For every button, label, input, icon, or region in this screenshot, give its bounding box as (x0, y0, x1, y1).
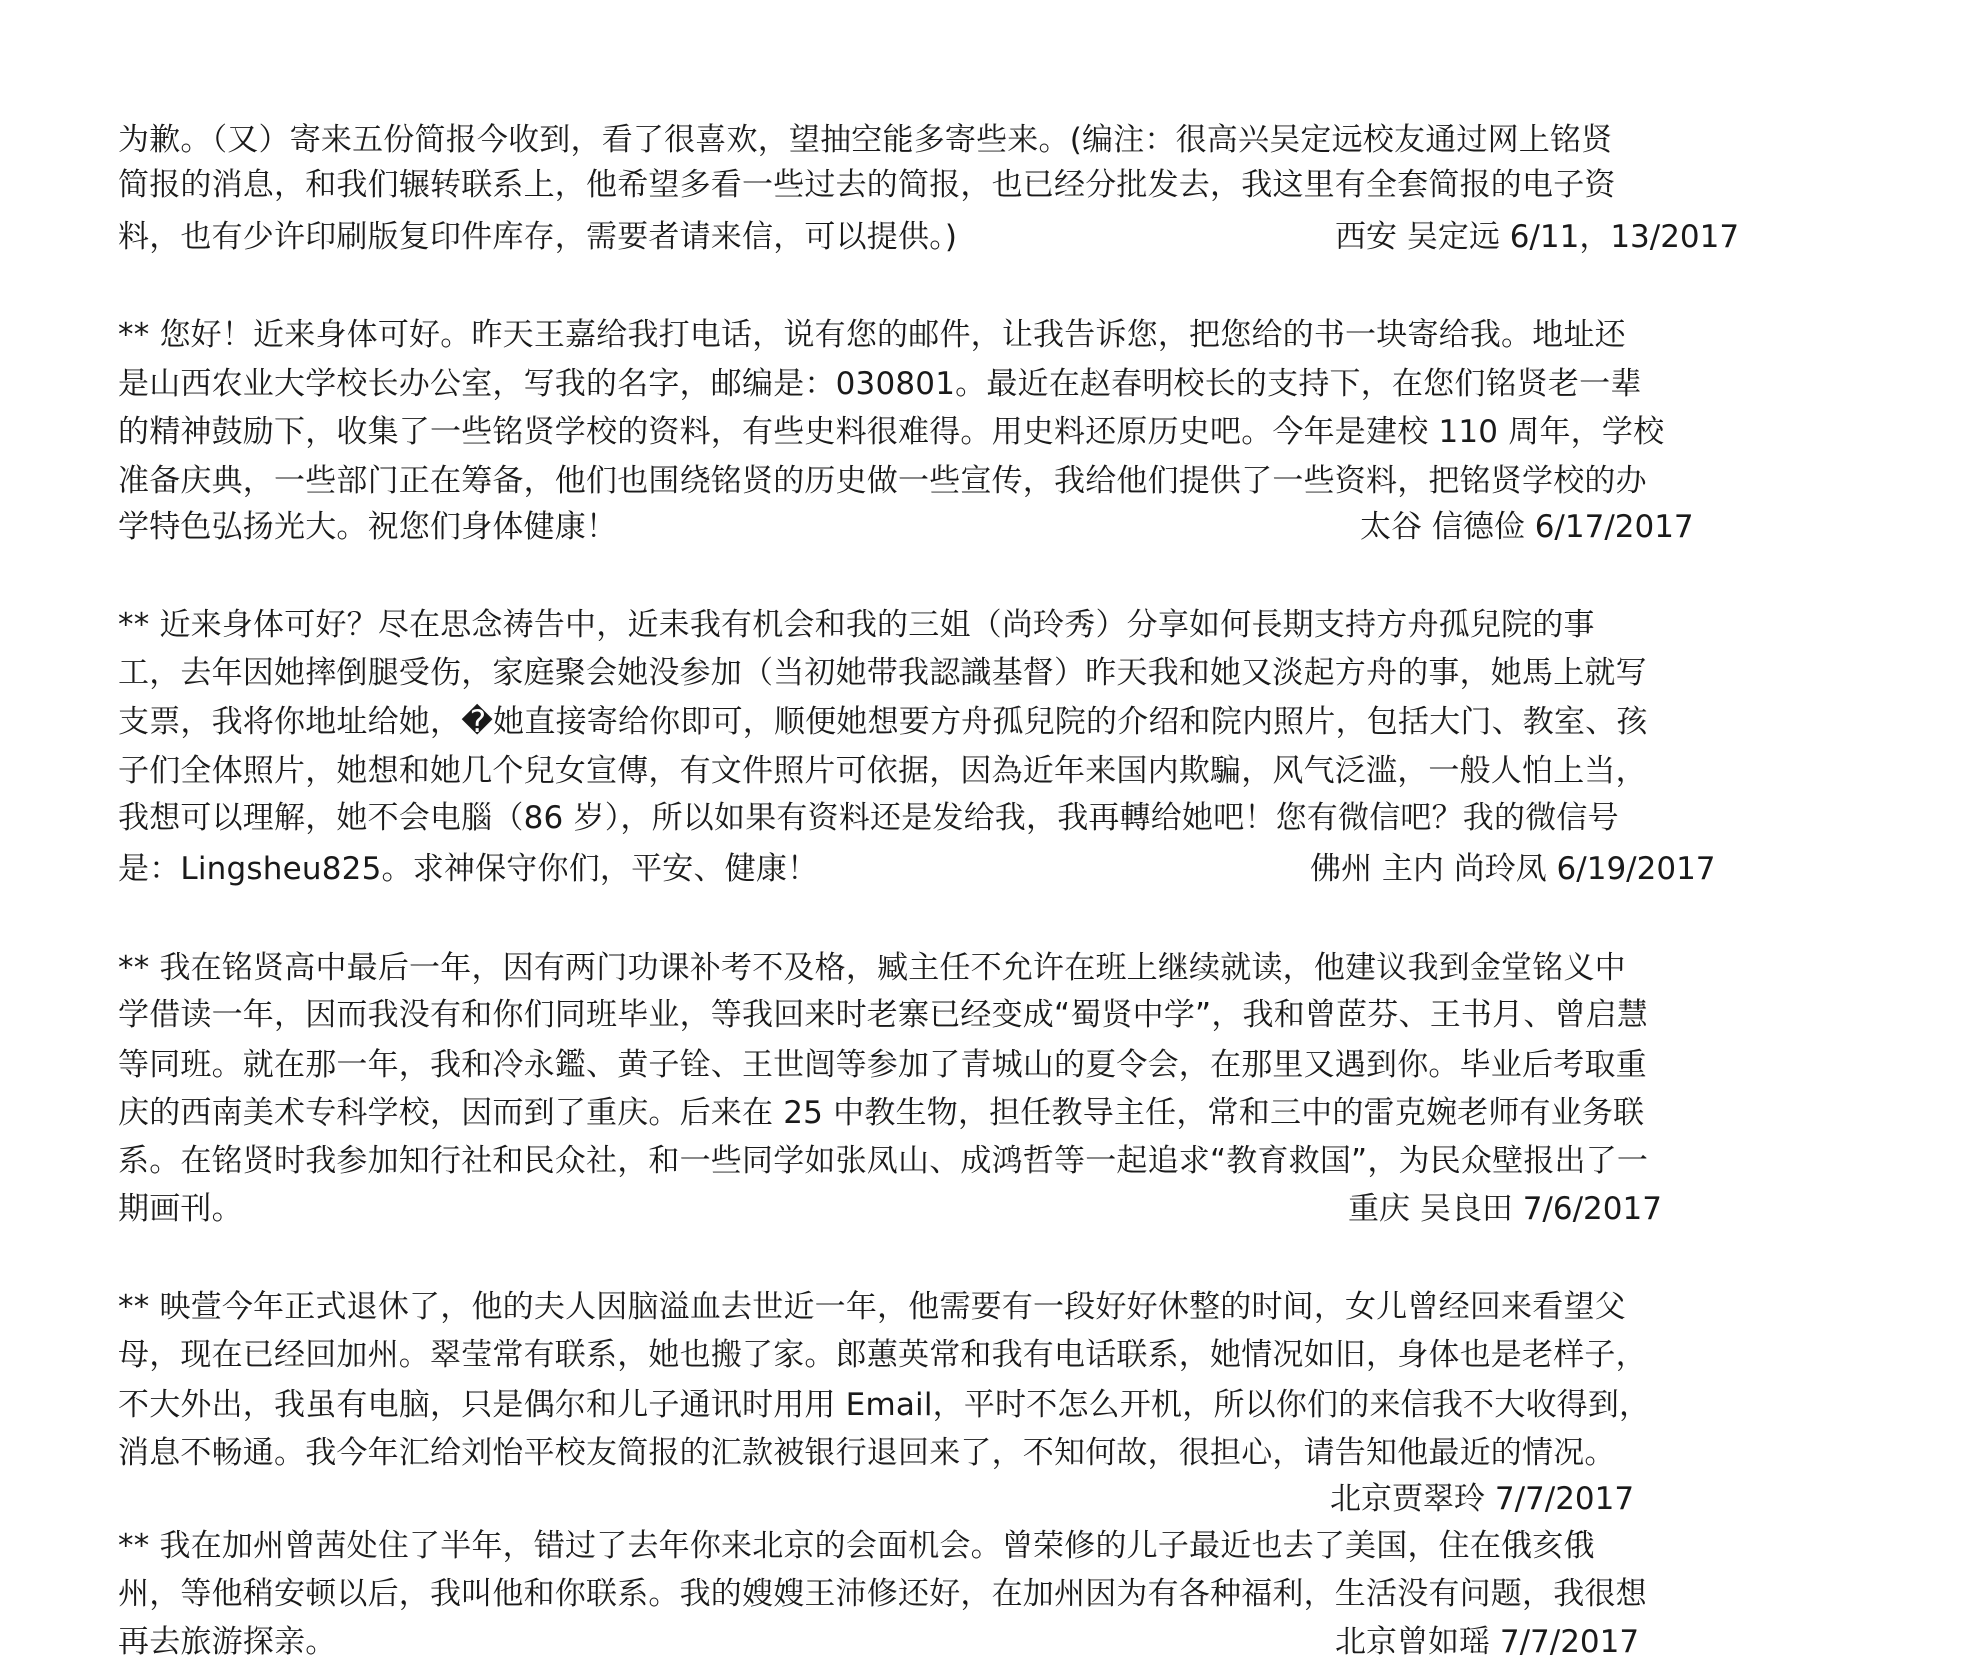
signature: 北京贾翠玲 7/7/2017 (1330, 1481, 1635, 1517)
text-line: 为歉。（又）寄来五份简报今收到，看了很喜欢，望抽空能多寄些来。(编注：很高兴吴定远校友通过网上铭贤 (118, 122, 1613, 158)
text-line: 是山西农业大学校长办公室，写我的名字，邮编是：030801。最近在赵春明校长的支持下，在您们铭贤老一辈 (118, 366, 1642, 402)
signature: 佛州 主内 尚玲凤 6/19/2017 (1310, 851, 1716, 887)
text-line: 不大外出，我虽有电脑，只是偶尔和儿子通讯时用用 Email，平时不怎么开机，所以你们的来信我不大收得到， (118, 1387, 1651, 1423)
text-line: 学特色弘扬光大。祝您们身体健康！ (118, 509, 618, 545)
text-line: 庆的西南美术专科学校，因而到了重庆。后来在 25 中教生物，担任教导主任，常和三中的雷克婉老师有业务联 (118, 1095, 1645, 1131)
text-line: 消息不畅通。我今年汇给刘怡平校友简报的汇款被银行退回来了，不知何故，很担心，请告知他最近的情况。 (118, 1435, 1616, 1471)
text-line: 期画刊。 (118, 1191, 243, 1227)
text-line: 子们全体照片，她想和她几个兒女宣傳，有文件照片可依据，因為近年来国内欺騙，风气泛滥，一般人怕上当， (118, 753, 1647, 789)
text-line: 简报的消息，和我们辗转联系上，他希望多看一些过去的简报，也已经分批发去，我这里有全套简报的电子资 (118, 167, 1616, 203)
text-line: 系。在铭贤时我参加知行社和民众社，和一些同学如张凤山、成鸿哲等一起追求“教育救国”，为民众壁报出了一 (118, 1143, 1649, 1179)
text-line: 州，等他稍安顿以后，我叫他和你联系。我的嫂嫂王沛修还好，在加州因为有各种福利，生活没有问题，我很想 (118, 1576, 1647, 1612)
signature: 重庆 吴良田 7/6/2017 (1348, 1191, 1662, 1227)
text-line: 料，也有少许印刷版复印件库存，需要者请来信，可以提供。) (118, 219, 958, 255)
text-line: 准备庆典，一些部门正在筹备，他们也围绕铭贤的历史做一些宣传，我给他们提供了一些资料，把铭贤学校的办 (118, 463, 1647, 499)
text-line: ** 您好！近来身体可好。昨天王嘉给我打电话，说有您的邮件，让我告诉您，把您给的书一块寄给我。地址还 (118, 317, 1626, 353)
text-line: 母，现在已经回加州。翠莹常有联系，她也搬了家。郎蕙英常和我有电话联系，她情况如旧，身体也是老样子， (118, 1337, 1647, 1373)
text-line: 是：Lingsheu825。求神保守你们，平安、健康！ (118, 851, 819, 887)
text-line: ** 我在铭贤高中最后一年，因有两门功课补考不及格，臧主任不允许在班上继续就读，他建议我到金堂铭义中 (118, 950, 1626, 986)
text-line: 我想可以理解，她不会电腦（86 岁），所以如果有资料还是发给我，我再轉给她吧！您有微信吧？我的微信号 (118, 800, 1619, 836)
text-line: ** 我在加州曾茜处住了半年，错过了去年你来北京的会面机会。曾荣修的儿子最近也去了美国，住在俄亥俄 (118, 1528, 1595, 1564)
text-line: 支票，我将你地址给她，�她直接寄给你即可，顺便她想要方舟孤兒院的介绍和院内照片，包括大门、教室、孩 (118, 704, 1648, 740)
text-line: ** 近来身体可好？尽在思念祷告中，近耒我有机会和我的三姐（尚玲秀）分享如何長期支持方舟孤兒院的事 (118, 607, 1595, 643)
signature: 西安 吴定远 6/11，13/2017 (1335, 219, 1740, 255)
text-line: 再去旅游探亲。 (118, 1624, 337, 1660)
text-line: 等同班。就在那一年，我和冷永鑑、黄子铨、王世闿等参加了青城山的夏令会，在那里又遇到你。毕业后考取重 (118, 1047, 1647, 1083)
text-line: 工，去年因她摔倒腿受伤，家庭聚会她没参加（当初她带我認識基督）昨天我和她又淡起方舟的事，她馬上就写 (118, 655, 1647, 691)
signature: 北京曾如瑶 7/7/2017 (1335, 1624, 1640, 1660)
text-line: 学借读一年，因而我没有和你们同班毕业，等我回来时老寨已经变成“蜀贤中学”，我和曾茝芬、王书月、曾启慧 (118, 997, 1649, 1033)
text-line: ** 映萱今年正式退休了，他的夫人因脑溢血去世近一年，他需要有一段好好休整的时间，女儿曾经回来看望父 (118, 1289, 1626, 1325)
text-line: 的精神鼓励下，收集了一些铭贤学校的资料，有些史料很难得。用史料还原历史吧。今年是建校 110 周年，学校 (118, 414, 1665, 450)
signature: 太谷 信德俭 6/17/2017 (1360, 509, 1694, 545)
